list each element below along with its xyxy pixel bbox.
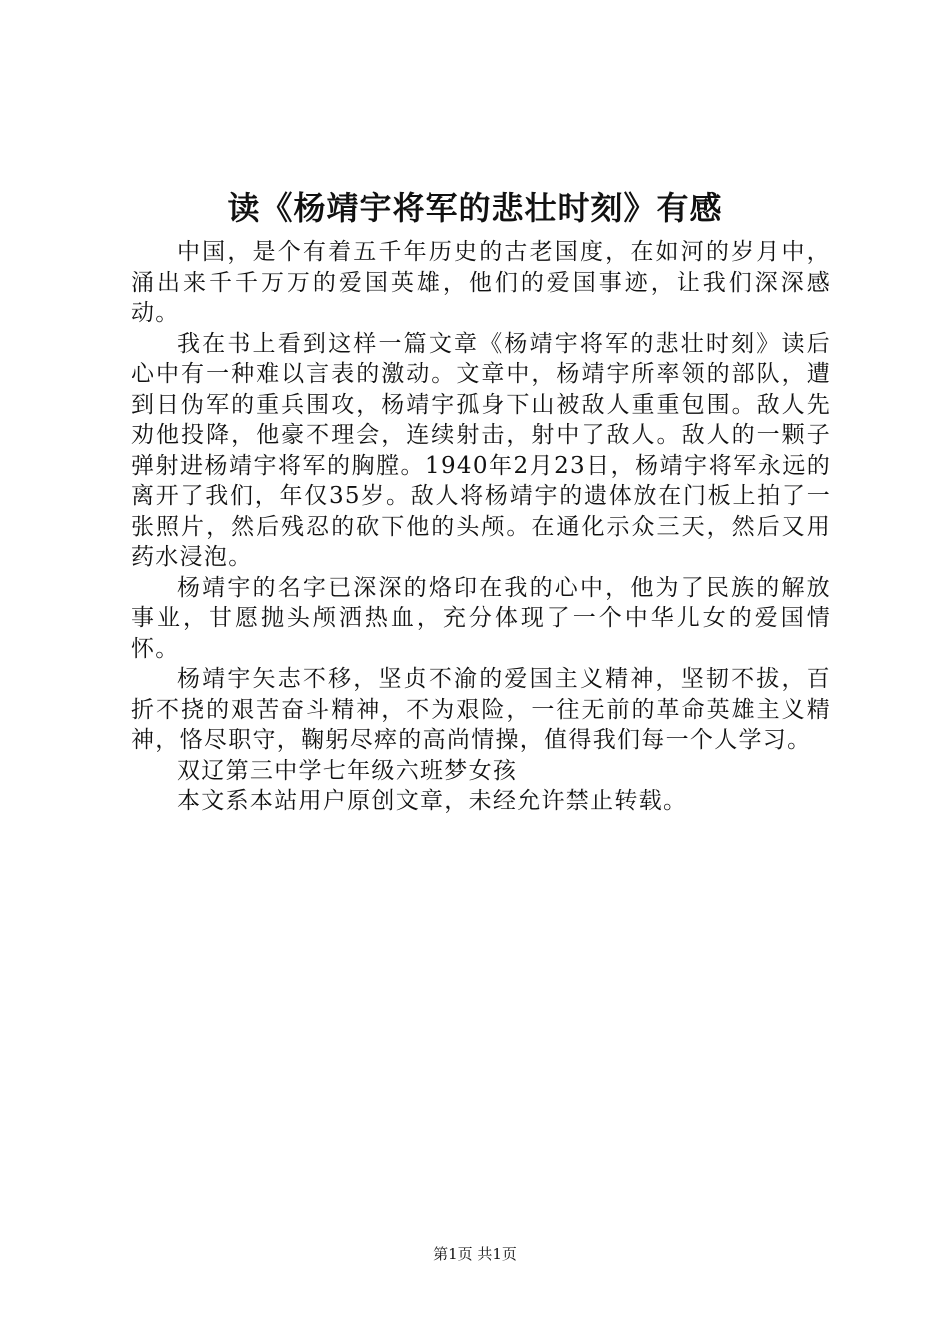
copyright-notice: 本文系本站用户原创文章，未经允许禁止转载。	[177, 788, 688, 814]
page-number-footer: 第1页 共1页	[433, 1245, 517, 1263]
author-line: 双辽第三中学七年级六班梦女孩	[177, 757, 518, 784]
document-body	[131, 237, 831, 817]
paragraph-impression: 杨靖宇的名字已深深的烙印在我的心中，他为了民族的解放事业，甘愿抛头颅洒热血，充分体现了一个中华儿女的爱国情怀。	[131, 574, 831, 662]
paragraph-spirit: 杨靖宇矢志不移，坚贞不渝的爱国主义精神，坚韧不拔，百折不挠的艰苦奋斗精神，不为艰险，一往无前的革命英雄主义精神，恪尽职守，鞠躬尽瘁的高尚情操，值得我们每一个人学习。	[131, 666, 831, 753]
document-title: 读《杨靖宇将军的悲壮时刻》有感	[227, 189, 723, 227]
paragraph-story: 我在书上看到这样一篇文章《杨靖宇将军的悲壮时刻》读后心中有一种难以言表的激动。文章中，杨靖宇所率领的部队，遭到日伪军的重兵围攻，杨靖宇孤身下山被敌人重重包围。敌人先劝他投降，他豪不理会，连续射击，射中了敌人。敌人的一颗子弹射进杨靖宇将军的胸膛。1940年2月23日，杨靖宇将军永远的离开了我们，年仅35岁。敌人将杨靖宇的遗体放在门板上拍了一张照片，然后残忍的砍下他的头颅。在通化示众三天，然后又用药水浸泡。	[131, 330, 831, 570]
paragraph-intro: 中国，是个有着五千年历史的古老国度，在如河的岁月中，涌出来千千万万的爱国英雄，他们的爱国事迹，让我们深深感动。	[131, 239, 831, 326]
